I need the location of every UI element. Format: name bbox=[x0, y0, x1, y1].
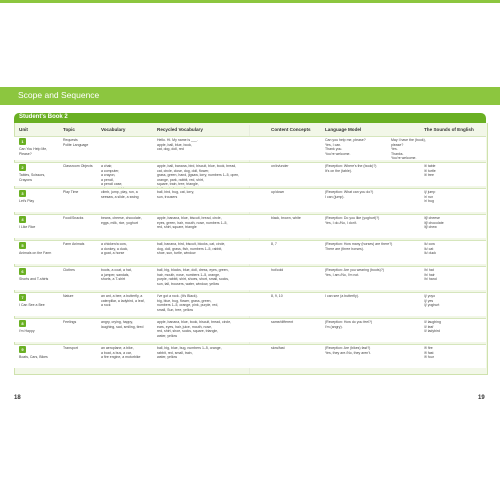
header-sounds-of-english: The Sounds of English bbox=[424, 127, 474, 132]
top-accent-bar bbox=[0, 0, 500, 3]
topic-cell: Farm Animals bbox=[63, 242, 85, 246]
recycled-vocabulary-cell: apple, banana, blue, biscuit, bread, circle, eyes, green, hair, mouth, nose, numbers 1–5, red, shirt, square, triangle bbox=[157, 216, 228, 229]
unit-name-cell: Tables, Scissors, Crayons bbox=[19, 173, 46, 182]
unit-number-badge: 1 bbox=[19, 138, 26, 145]
vocabulary-cell: a chicken/a cow, a donkey, a duck, a goat, a horse bbox=[101, 242, 129, 255]
unit-name-cell: I'm Happy bbox=[19, 329, 35, 333]
language-model-alt-cell: May I have the (book), please? Yes. Thanks. You're welcome. bbox=[391, 138, 426, 160]
recycled-vocabulary-cell: apple, ball, banana, bird, biscuit, blue, book, bread, cat, circle, close, dog, doll, flower, grass, green, hand, jigsaw, lorry, numbers 1–5, open, orange, park, rabbit, red, shirt, square, train, tree, triangle, bbox=[157, 164, 240, 186]
topic-cell: Clothes bbox=[63, 268, 75, 272]
unit-number-badge: 4 bbox=[19, 216, 26, 223]
language-model-cell: (Reception: How do you feel?) I'm (angry). bbox=[325, 320, 373, 329]
table-row bbox=[14, 188, 486, 212]
vocabulary-cell: an aeroplane, a bike, a boat, a bus, a car, a fire engine, a motorbike bbox=[101, 346, 141, 359]
sounds-of-english-cell: /k/ cow /k/ cat /k/ duck bbox=[424, 242, 437, 255]
topic-cell: Feelings bbox=[63, 320, 77, 324]
unit-name-cell: Can You Help Me, Please? bbox=[19, 147, 48, 156]
content-concepts-cell: black, brown, white bbox=[271, 216, 301, 220]
sounds-of-english-cell: /j/ jump /r/ run /r/ bug bbox=[424, 190, 436, 203]
book-title: Student's Book 2 bbox=[19, 114, 68, 120]
topic-cell: Transport bbox=[63, 346, 78, 350]
vocabulary-cell: beans, cheese, chocolate, eggs, milk, rice, yoghurt bbox=[101, 216, 142, 225]
unit-number-badge: 5 bbox=[19, 242, 26, 249]
content-concepts-cell: on/in/under bbox=[271, 164, 289, 168]
unit-name-cell: I Like Rice bbox=[19, 225, 36, 229]
sounds-of-english-cell: /j/ yoyo /j/ yes /j/ yoghurt bbox=[424, 294, 440, 307]
recycled-vocabulary-cell: apple, banana, blue, book, biscuit, bread, circle, ears, eyes, hair, juice, mouth, nose, red, shirt, shoe, socks, square, triangle, water, yellow bbox=[157, 320, 232, 338]
unit-number-badge: 7 bbox=[19, 294, 26, 301]
table-row bbox=[14, 214, 486, 238]
sounds-of-english-cell: /l/ laughing /l/ leaf /l/ ladybird bbox=[424, 320, 441, 333]
book-header-bar bbox=[14, 113, 486, 123]
table-row bbox=[14, 266, 486, 290]
header-topic: Topic bbox=[63, 127, 75, 132]
unit-number-badge: 8 bbox=[19, 320, 26, 327]
unit-name-cell: Animals on the Farm bbox=[19, 251, 52, 255]
table-row bbox=[14, 292, 486, 316]
sounds-of-english-cell: /f/ fire /f/ fast /f/ four bbox=[424, 346, 434, 359]
header-unit: Unit bbox=[19, 127, 28, 132]
language-model-cell: I can see (a butterfly). bbox=[325, 294, 359, 298]
topic-cell: Food/Snacks bbox=[63, 216, 84, 220]
unit-number-badge: 3 bbox=[19, 190, 26, 197]
unit-number-badge: 2 bbox=[19, 164, 26, 171]
language-model-cell: (Reception: Are you wearing (boots)?) Yes, I am./No, I'm not. bbox=[325, 268, 384, 277]
header-recycled-vocabulary: Recycled Vocabulary bbox=[157, 127, 203, 132]
topic-cell: Play Time bbox=[63, 190, 79, 194]
page-number-left: 18 bbox=[14, 395, 21, 401]
section-title: Scope and Sequence bbox=[18, 90, 100, 100]
recycled-vocabulary-cell: Hello. Hi. My name is ___. apple, ball, blue, book, cat, dog, doll, red bbox=[157, 138, 198, 151]
content-concepts-cell: up/down bbox=[271, 190, 285, 194]
language-model-cell: (Reception: Do you like (yoghurt)?) Yes, I do./No, I don't. bbox=[325, 216, 380, 225]
language-model-cell: (Reception: Are (bikes) fast?) Yes, they are./No, they aren't. bbox=[325, 346, 371, 355]
topic-cell: Classroom Objects bbox=[63, 164, 93, 168]
header-content-concepts: Content Concepts bbox=[271, 127, 311, 132]
table-row bbox=[14, 318, 486, 342]
language-model-cell: Can you help me, please? Yes, I can. Thank you. You're welcome. bbox=[325, 138, 366, 156]
header-language-model: Language Model bbox=[325, 127, 362, 132]
recycled-vocabulary-cell: ball, bird, bug, cat, lorry, sun, trousers bbox=[157, 190, 195, 199]
sounds-of-english-cell: /h/ hat /h/ hair /h/ hand bbox=[424, 268, 437, 281]
vocabulary-cell: an ant, a bee, a butterfly, a caterpillar, a ladybird, a leaf, a rock bbox=[101, 294, 145, 307]
vocabulary-cell: angry, crying, happy, laughing, sad, smiling, tired bbox=[101, 320, 144, 329]
topic-cell: Nature bbox=[63, 294, 74, 298]
topic-cell: Requests Polite Language bbox=[63, 138, 89, 147]
vocabulary-cell: climb, jump, play, run, a seesaw, a slide, a swing bbox=[101, 190, 139, 199]
recycled-vocabulary-cell: ball, banana, bird, biscuit, blocks, cat, circle, dog, doll, grass, fish, numbers 1–5, rabbit, shoe, sun, turtle, window bbox=[157, 242, 226, 255]
unit-name-cell: Shorts and T-shirts bbox=[19, 277, 49, 281]
page-number-right: 19 bbox=[478, 395, 485, 401]
content-concepts-cell: same/different bbox=[271, 320, 294, 324]
unit-number-badge: 6 bbox=[19, 268, 26, 275]
recycled-vocabulary-cell: ball, big, blocks, blue, doll, dress, eyes, green, hair, mouth, nose, numbers 1–5, orange, purple, rabbit, shirt, shoes, short, small, socks, sun, tall, trousers, water, window, yellow bbox=[157, 268, 229, 286]
content-concepts-cell: slow/fast bbox=[271, 346, 285, 350]
table-row bbox=[14, 344, 486, 368]
header-vocabulary: Vocabulary bbox=[101, 127, 126, 132]
table-row bbox=[14, 240, 486, 264]
recycled-vocabulary-cell: I've got a rock. (It's Black). big, blue, bug, flower, grass, green, numbers 1–5, orange, pink, purple, red, small, Sun, tree, yellow bbox=[157, 294, 219, 312]
sounds-of-english-cell: /t/ table /t/ turtle /t/ tree bbox=[424, 164, 436, 177]
content-concepts-cell: 8, 9, 10 bbox=[271, 294, 283, 298]
content-concepts-cell: 8, 7 bbox=[271, 242, 277, 246]
content-concepts-cell: hot/cold bbox=[271, 268, 284, 272]
unit-name-cell: I Can See a Bee bbox=[19, 303, 45, 307]
recycled-vocabulary-cell: ball, big, blue, bug, numbers 1–5, orange, rabbit, red, small, train, water, yellow bbox=[157, 346, 222, 359]
language-model-cell: (Reception: What can you do?) I can (jump). bbox=[325, 190, 374, 199]
language-model-cell: (Reception: How many (horses) are there?) There are (three horses). bbox=[325, 242, 393, 251]
unit-name-cell: Boats, Cars, Bikes bbox=[19, 355, 48, 359]
language-model-cell: (Reception: Where's the (book)?) It's on the (table). bbox=[325, 164, 377, 173]
vocabulary-cell: boots, a coat, a hat, a jumper, sandals, shorts, a T-shirt bbox=[101, 268, 132, 281]
unit-number-badge: 9 bbox=[19, 346, 26, 353]
sounds-of-english-cell: /tʃ/ cheese /tʃ/ chocolate /tʃ/ chew bbox=[424, 216, 444, 229]
unit-name-cell: Let's Play bbox=[19, 199, 35, 203]
vocabulary-cell: a chair, a computer, a crayon, a pencil, a pencil case, bbox=[101, 164, 123, 186]
